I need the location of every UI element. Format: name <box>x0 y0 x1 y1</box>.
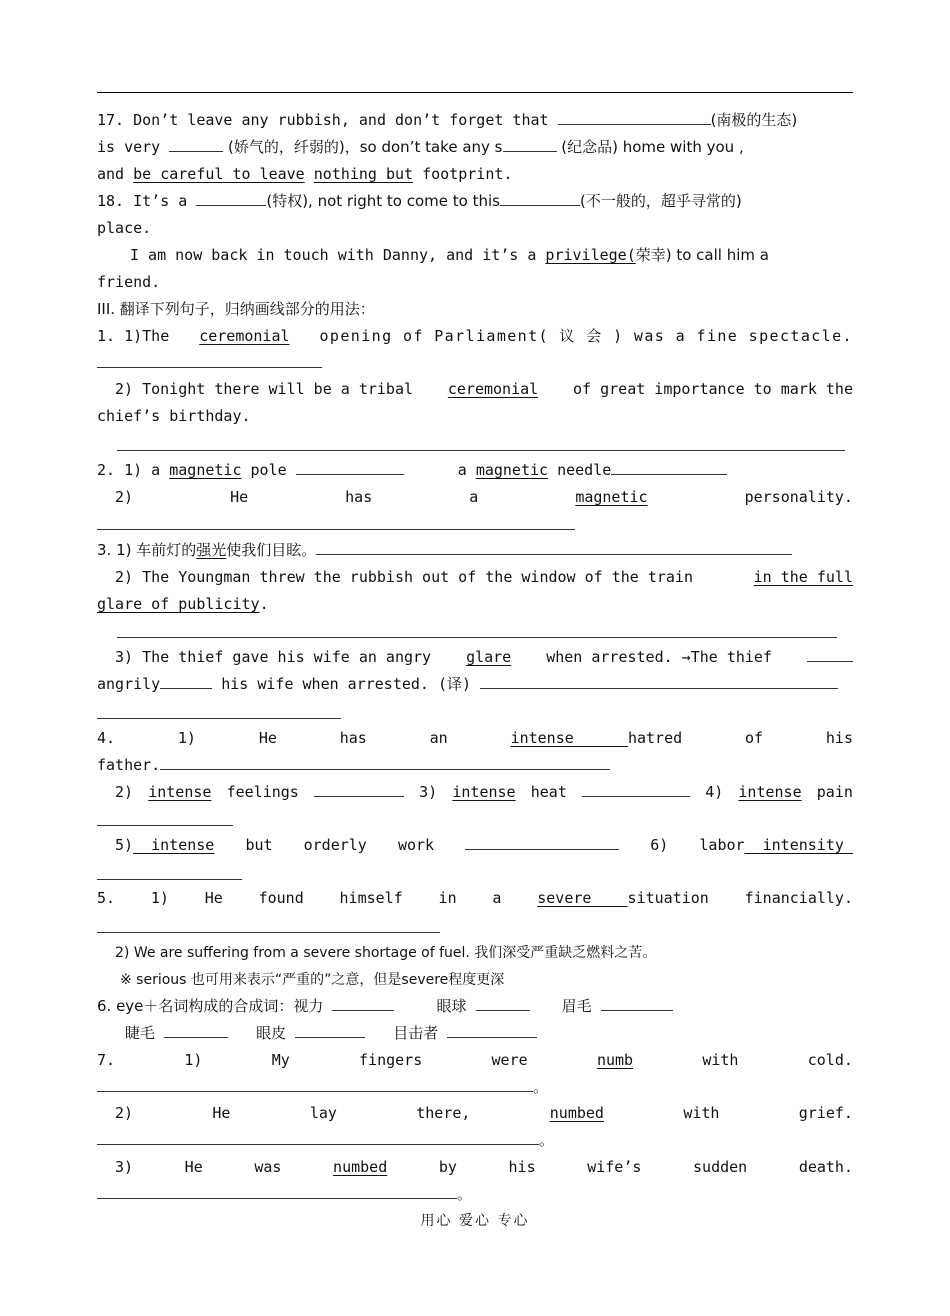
underlined-word: ceremonial <box>199 327 290 345</box>
underlined-word: ceremonial <box>447 380 539 398</box>
item4-line-4 <box>115 832 853 859</box>
answer-blank[interactable] <box>169 134 223 152</box>
underlined-word: intense <box>510 729 628 747</box>
section-heading: III. 翻译下列句子，归纳画线部分的用法： <box>97 300 375 318</box>
note-text: ※ serious 也可用来表示“严重的”之意，但是severe程度更深 <box>120 972 505 988</box>
q17-line-2 <box>97 134 853 161</box>
q18-line-1 <box>97 188 853 215</box>
item-text: by <box>438 1158 457 1176</box>
item-text: a <box>457 461 467 479</box>
underlined-word: intense <box>452 783 516 801</box>
item-text: pole <box>250 461 287 479</box>
item5-line-2 <box>115 939 853 966</box>
item-text: financially. <box>744 889 853 907</box>
item-text: sudden <box>693 1158 748 1176</box>
item-text: feelings <box>226 783 299 801</box>
item-text: his wife when arrested. (译) <box>221 675 472 693</box>
item6-line-2 <box>125 1020 853 1047</box>
q18-hint: (不一般的，超乎寻常的) <box>580 192 742 210</box>
item6-line-1 <box>97 993 853 1020</box>
item-text: 眉毛 <box>561 997 592 1015</box>
item-text: 6. eye＋名词构成的合成词：视力 <box>97 997 324 1015</box>
q18-text: (特权), not right to come to this <box>266 192 500 210</box>
item-text: He <box>258 729 277 747</box>
item-text: 2) <box>115 783 134 801</box>
q17-text: footprint. <box>422 165 513 183</box>
item-text: in <box>438 889 457 907</box>
item-text: but <box>245 836 273 854</box>
page-footer: 用心 爱心 专心 <box>420 1213 530 1229</box>
q18-text: 18. It’s a <box>97 192 188 210</box>
underlined-word: 强光 <box>196 541 227 559</box>
underlined-word: magnetic <box>169 461 242 479</box>
answer-blank[interactable] <box>97 350 322 368</box>
underlined-word: intensity <box>744 836 853 854</box>
answer-blank[interactable] <box>97 1127 539 1145</box>
underlined-word: severe <box>537 889 628 907</box>
item-text: were <box>491 1051 528 1069</box>
underlined-word: intense <box>738 783 802 801</box>
item-text: a <box>469 488 479 506</box>
q18-line-2 <box>97 215 853 242</box>
item-text: 1) <box>150 889 169 907</box>
item-text: death. <box>798 1158 853 1176</box>
answer-blank[interactable] <box>97 808 233 826</box>
item-text: heat <box>530 783 567 801</box>
item-text: situation <box>627 889 709 907</box>
item7-answer-3 <box>97 1181 853 1208</box>
answer-blank[interactable] <box>601 993 673 1011</box>
q17-text: (娇气的，纤弱的)，so don’t take any s <box>223 138 503 156</box>
underlined-word: magnetic <box>475 461 549 479</box>
item-text: hatred <box>627 729 683 747</box>
item-text: 5) <box>115 836 134 854</box>
item-text: 2) The Youngman threw the rubbish out of the window of the train <box>115 568 693 586</box>
item-text: He <box>230 488 249 506</box>
q18-text: I am now back in touch with Danny, and it’s a <box>130 246 537 264</box>
header-rule <box>97 92 853 93</box>
item-text: My <box>271 1051 290 1069</box>
item-text: when arrested. →The thief <box>546 648 772 666</box>
q18-line-4 <box>97 269 853 296</box>
item-text: needle <box>557 461 612 479</box>
q18-text: place. <box>97 219 152 237</box>
answer-blank[interactable] <box>503 134 557 152</box>
answer-blank[interactable] <box>582 779 690 797</box>
item-text: pain <box>816 783 853 801</box>
item4-line-1 <box>97 725 853 752</box>
q18-text: 荣幸) to call him a <box>635 246 769 264</box>
item-text: 睫毛 <box>125 1024 156 1042</box>
answer-blank[interactable] <box>332 993 394 1011</box>
underlined-word: privilege( <box>545 246 636 264</box>
answer-blank[interactable] <box>97 1181 457 1199</box>
answer-blank[interactable] <box>447 1020 537 1038</box>
item-text: 3. 1) 车前灯的 <box>97 541 197 559</box>
item-text: 眼皮 <box>256 1024 287 1042</box>
q18-line-3 <box>130 242 853 269</box>
underlined-word: glare <box>466 648 512 666</box>
answer-blank[interactable] <box>476 993 530 1011</box>
item-text: his <box>825 729 853 747</box>
answer-blank[interactable] <box>97 701 341 719</box>
answer-blank[interactable] <box>314 779 404 797</box>
answer-blank[interactable] <box>465 832 619 850</box>
q18-text: friend. <box>97 273 161 291</box>
item7-answer-1 <box>97 1074 853 1101</box>
item-text: 3) <box>115 1158 134 1176</box>
item3-line-2 <box>115 564 853 591</box>
item-text: has <box>339 729 367 747</box>
underlined-word: magnetic <box>575 488 648 506</box>
q17-text: 17. Don’t leave any rubbish, and don’t forget that <box>97 111 549 129</box>
answer-blank[interactable] <box>117 433 845 451</box>
item-text: personality. <box>744 488 853 506</box>
item-text: wife’s <box>587 1158 642 1176</box>
item3-line-3 <box>97 591 853 618</box>
q17-text: is very <box>97 138 161 156</box>
answer-blank[interactable] <box>160 671 212 689</box>
item-text: opening of Parliament( 议 会 ) was a fine spectacle. <box>319 327 853 345</box>
item-text: 2) <box>115 1104 134 1122</box>
item-text: himself <box>339 889 403 907</box>
underlined-phrase: in the full <box>753 568 853 586</box>
answer-blank[interactable] <box>97 862 242 880</box>
item3-line-5 <box>97 671 853 698</box>
item2-line-2 <box>115 484 853 511</box>
item-text: of great importance to mark the <box>573 380 853 398</box>
period: 。 <box>539 1131 555 1149</box>
item-text: 2. 1) a <box>97 461 161 479</box>
item-text: He <box>184 1158 203 1176</box>
item-text: work <box>397 836 435 854</box>
item-text: found <box>258 889 304 907</box>
item2-line-1 <box>97 457 853 484</box>
answer-blank[interactable] <box>97 915 440 933</box>
q17-line-3 <box>97 161 853 188</box>
answer-blank[interactable] <box>807 644 853 662</box>
item-text: 2) Tonight there will be a tribal <box>115 380 414 398</box>
item3-line-1 <box>97 537 853 564</box>
underlined-word: intense <box>148 783 212 801</box>
answer-blank[interactable] <box>160 752 610 770</box>
underlined-phrase: be careful to leave <box>133 165 305 183</box>
item-text: 4. <box>97 729 116 747</box>
item-text: fingers <box>359 1051 423 1069</box>
item-text: orderly <box>303 836 367 854</box>
item7-answer-2 <box>97 1127 853 1154</box>
answer-blank[interactable] <box>558 107 711 125</box>
item-text: angrily <box>97 675 161 693</box>
item1-line-2 <box>115 376 853 403</box>
item-text: 1. 1)The <box>97 327 170 345</box>
item-text: has <box>345 488 373 506</box>
item-text: an <box>429 729 448 747</box>
underlined-word: numbed <box>333 1158 388 1176</box>
item-text: of <box>745 729 764 747</box>
item7-line-1 <box>97 1047 853 1074</box>
answer-blank[interactable] <box>500 188 580 206</box>
answer-blank[interactable] <box>480 671 838 689</box>
answer-blank[interactable] <box>316 537 792 555</box>
item-text: 2) We are suffering from a severe shortage of fuel. 我们深受严重缺乏燃料之苦。 <box>115 945 657 961</box>
answer-blank[interactable] <box>97 512 575 530</box>
item1-line-3: chief’s birthday. <box>97 407 251 425</box>
item-text: cold. <box>807 1051 853 1069</box>
answer-blank[interactable] <box>117 620 837 638</box>
answer-blank[interactable] <box>164 1020 228 1038</box>
item-text: his <box>508 1158 536 1176</box>
item-text: 眼球 <box>436 997 467 1015</box>
item-text: He <box>204 889 223 907</box>
item-text: 4) <box>705 783 724 801</box>
q17-line-1 <box>97 107 853 134</box>
item-text: 5. <box>97 889 116 907</box>
item-text: labor <box>699 836 745 854</box>
item-text: 6) <box>650 836 669 854</box>
underlined-word: intense <box>133 836 215 854</box>
item-text: a <box>492 889 502 907</box>
item4-line-3 <box>115 779 853 806</box>
item-text: there, <box>416 1104 471 1122</box>
answer-blank[interactable] <box>296 457 404 475</box>
underlined-word: numb <box>596 1051 634 1069</box>
item7-line-3 <box>115 1154 853 1181</box>
answer-blank[interactable] <box>295 1020 365 1038</box>
underlined-word: numbed <box>549 1104 604 1122</box>
item-text: 目击者 <box>393 1024 439 1042</box>
q17-text: and <box>97 165 125 183</box>
item-text: He <box>212 1104 231 1122</box>
item4-line-2 <box>97 752 853 779</box>
item-text: father. <box>97 756 161 774</box>
q17-text: (纪念品) home with you , <box>556 138 744 156</box>
item1-line-1 <box>97 323 853 350</box>
item-text: 1) <box>177 729 196 747</box>
item-text: 1) <box>184 1051 203 1069</box>
item-text: 7. <box>97 1051 116 1069</box>
period: 。 <box>457 1185 473 1203</box>
item-text: lay <box>309 1104 337 1122</box>
item5-line-1 <box>97 885 853 912</box>
item-text: grief. <box>798 1104 853 1122</box>
underlined-phrase: glare of publicity <box>97 595 260 613</box>
item-text: with <box>702 1051 739 1069</box>
item-text: with <box>683 1104 720 1122</box>
underlined-phrase: nothing but <box>313 165 414 183</box>
item-text: 3) <box>419 783 438 801</box>
item3-line-4 <box>115 644 853 671</box>
item-text: 使我们目眩。 <box>226 541 317 559</box>
answer-blank[interactable] <box>611 457 727 475</box>
q17-hint: (南极的生态) <box>710 111 798 129</box>
item7-line-2 <box>115 1100 853 1127</box>
item-text: 3) The thief gave his wife an angry <box>115 648 432 666</box>
answer-blank[interactable] <box>97 1074 533 1092</box>
answer-blank[interactable] <box>196 188 266 206</box>
item-text: . <box>259 595 269 613</box>
item-text: 2) <box>115 488 134 506</box>
item-text: was <box>254 1158 282 1176</box>
period: 。 <box>533 1078 549 1096</box>
item5-note <box>120 966 853 993</box>
